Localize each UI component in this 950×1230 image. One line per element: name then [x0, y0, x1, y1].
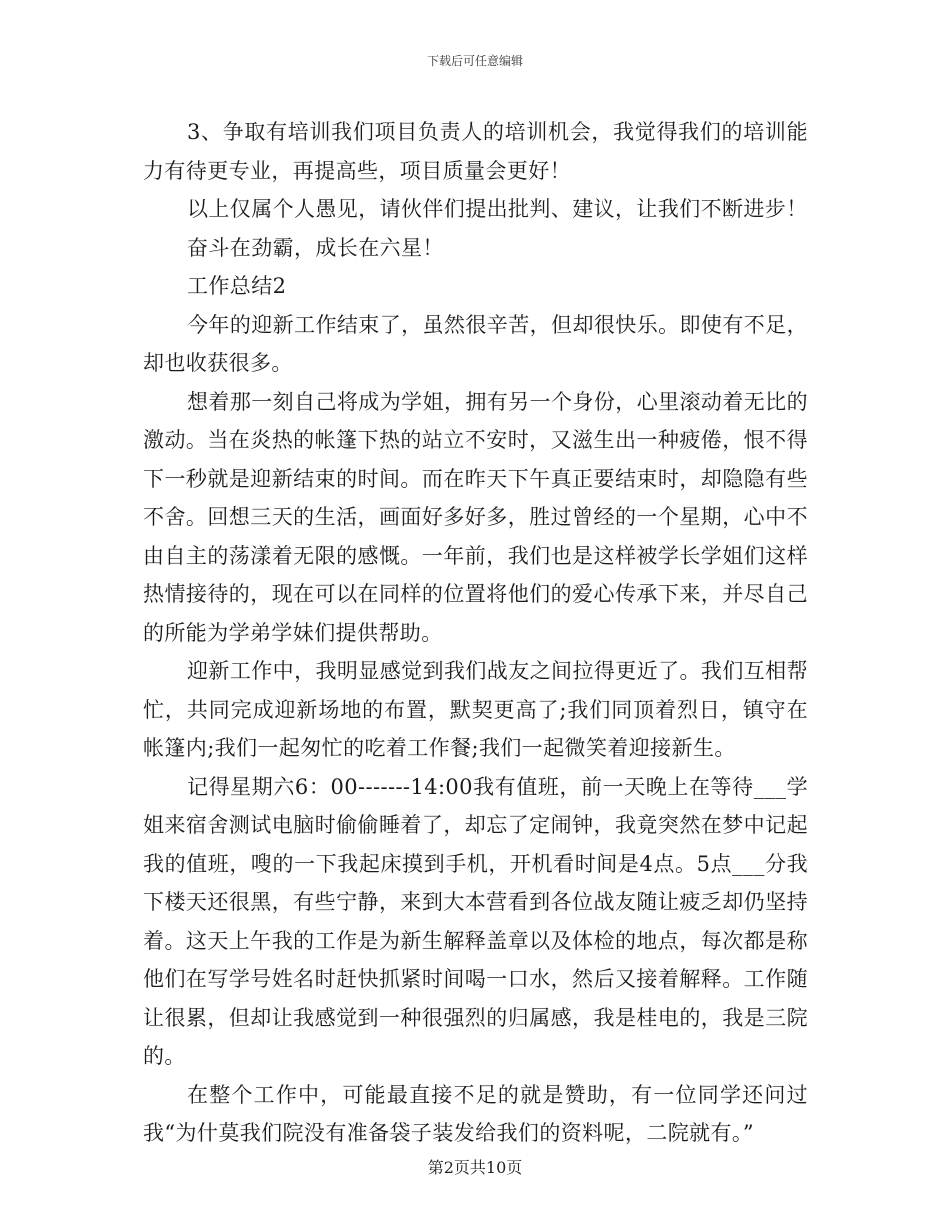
paragraph-intro: 今年的迎新工作结束了，虽然很辛苦，但却很快乐。即使有不足，却也收获很多。 [143, 312, 808, 375]
paragraph-sponsorship: 在整个工作中，可能最直接不足的就是赞助，有一位同学还问过我“为什莫我们院没有准备袋子装发给我们的资料呢，二院就有。” [143, 1082, 808, 1145]
paragraph-saturday-shift: 记得星期六6：00-------14:00我有值班，前一天晚上在等待___学姐来宿舍测试电脑时偷偷睡着了，却忘了定闹钟，我竟突然在梦中记起我的值班，嗖的一下我起床摸到手机，开机看时间是4点。5点___分我下楼天还很黑，有些宁静，来到大本营看到各位战友随让疲乏却仍坚持着。这天上午我的工作是为新生解释盖章以及体检的地点，每次都是称他们在写学号姓名时赶快抓紧时间喝一口水，然后又接着解释。工作随让很累，但却让我感觉到一种很强烈的归属感，我是桂电的，我是三院的。 [143, 774, 808, 1068]
paragraph-teamwork: 迎新工作中，我明显感觉到我们战友之间拉得更近了。我们互相帮忙，共同完成迎新场地的布置，默契更高了;我们同顶着烈日，镇守在帐篷内;我们一起匆忙的吃着工作餐;我们一起微笑着迎接新生。 [143, 659, 808, 760]
paragraph-feelings: 想着那一刻自己将成为学姐，拥有另一个身份，心里滚动着无比的激动。当在炎热的帐篷下热的站立不安时，又滋生出一种疲倦，恨不得下一秒就是迎新结束的时间。而在昨天下午真正要结束时，却隐隐有些不舍。回想三天的生活，画面好多好多，胜过曾经的一个星期，心中不由自主的荡漾着无限的感慨。一年前，我们也是这样被学长学姐们这样热情接待的，现在可以在同样的位置将他们的爱心传承下来，并尽自己的所能为学弟学妹们提供帮助。 [143, 389, 808, 645]
paragraph-training-suggestion: 3、争取有培训我们项目负责人的培训机会，我觉得我们的培训能力有待更专业，再提高些，项目质量会更好！ [143, 120, 808, 183]
document-body [143, 113, 808, 1153]
page-footer: 第2页共10页 [427, 1158, 523, 1177]
section-heading: 工作总结2 [187, 274, 287, 298]
paragraph-slogan: 奋斗在劲霸，成长在六星！ [187, 235, 444, 260]
page-header: 下载后可任意编辑 [426, 54, 523, 68]
paragraph-opinion: 以上仅属个人愚见，请伙伴们提出批判、建议，让我们不断进步！ [187, 197, 808, 221]
